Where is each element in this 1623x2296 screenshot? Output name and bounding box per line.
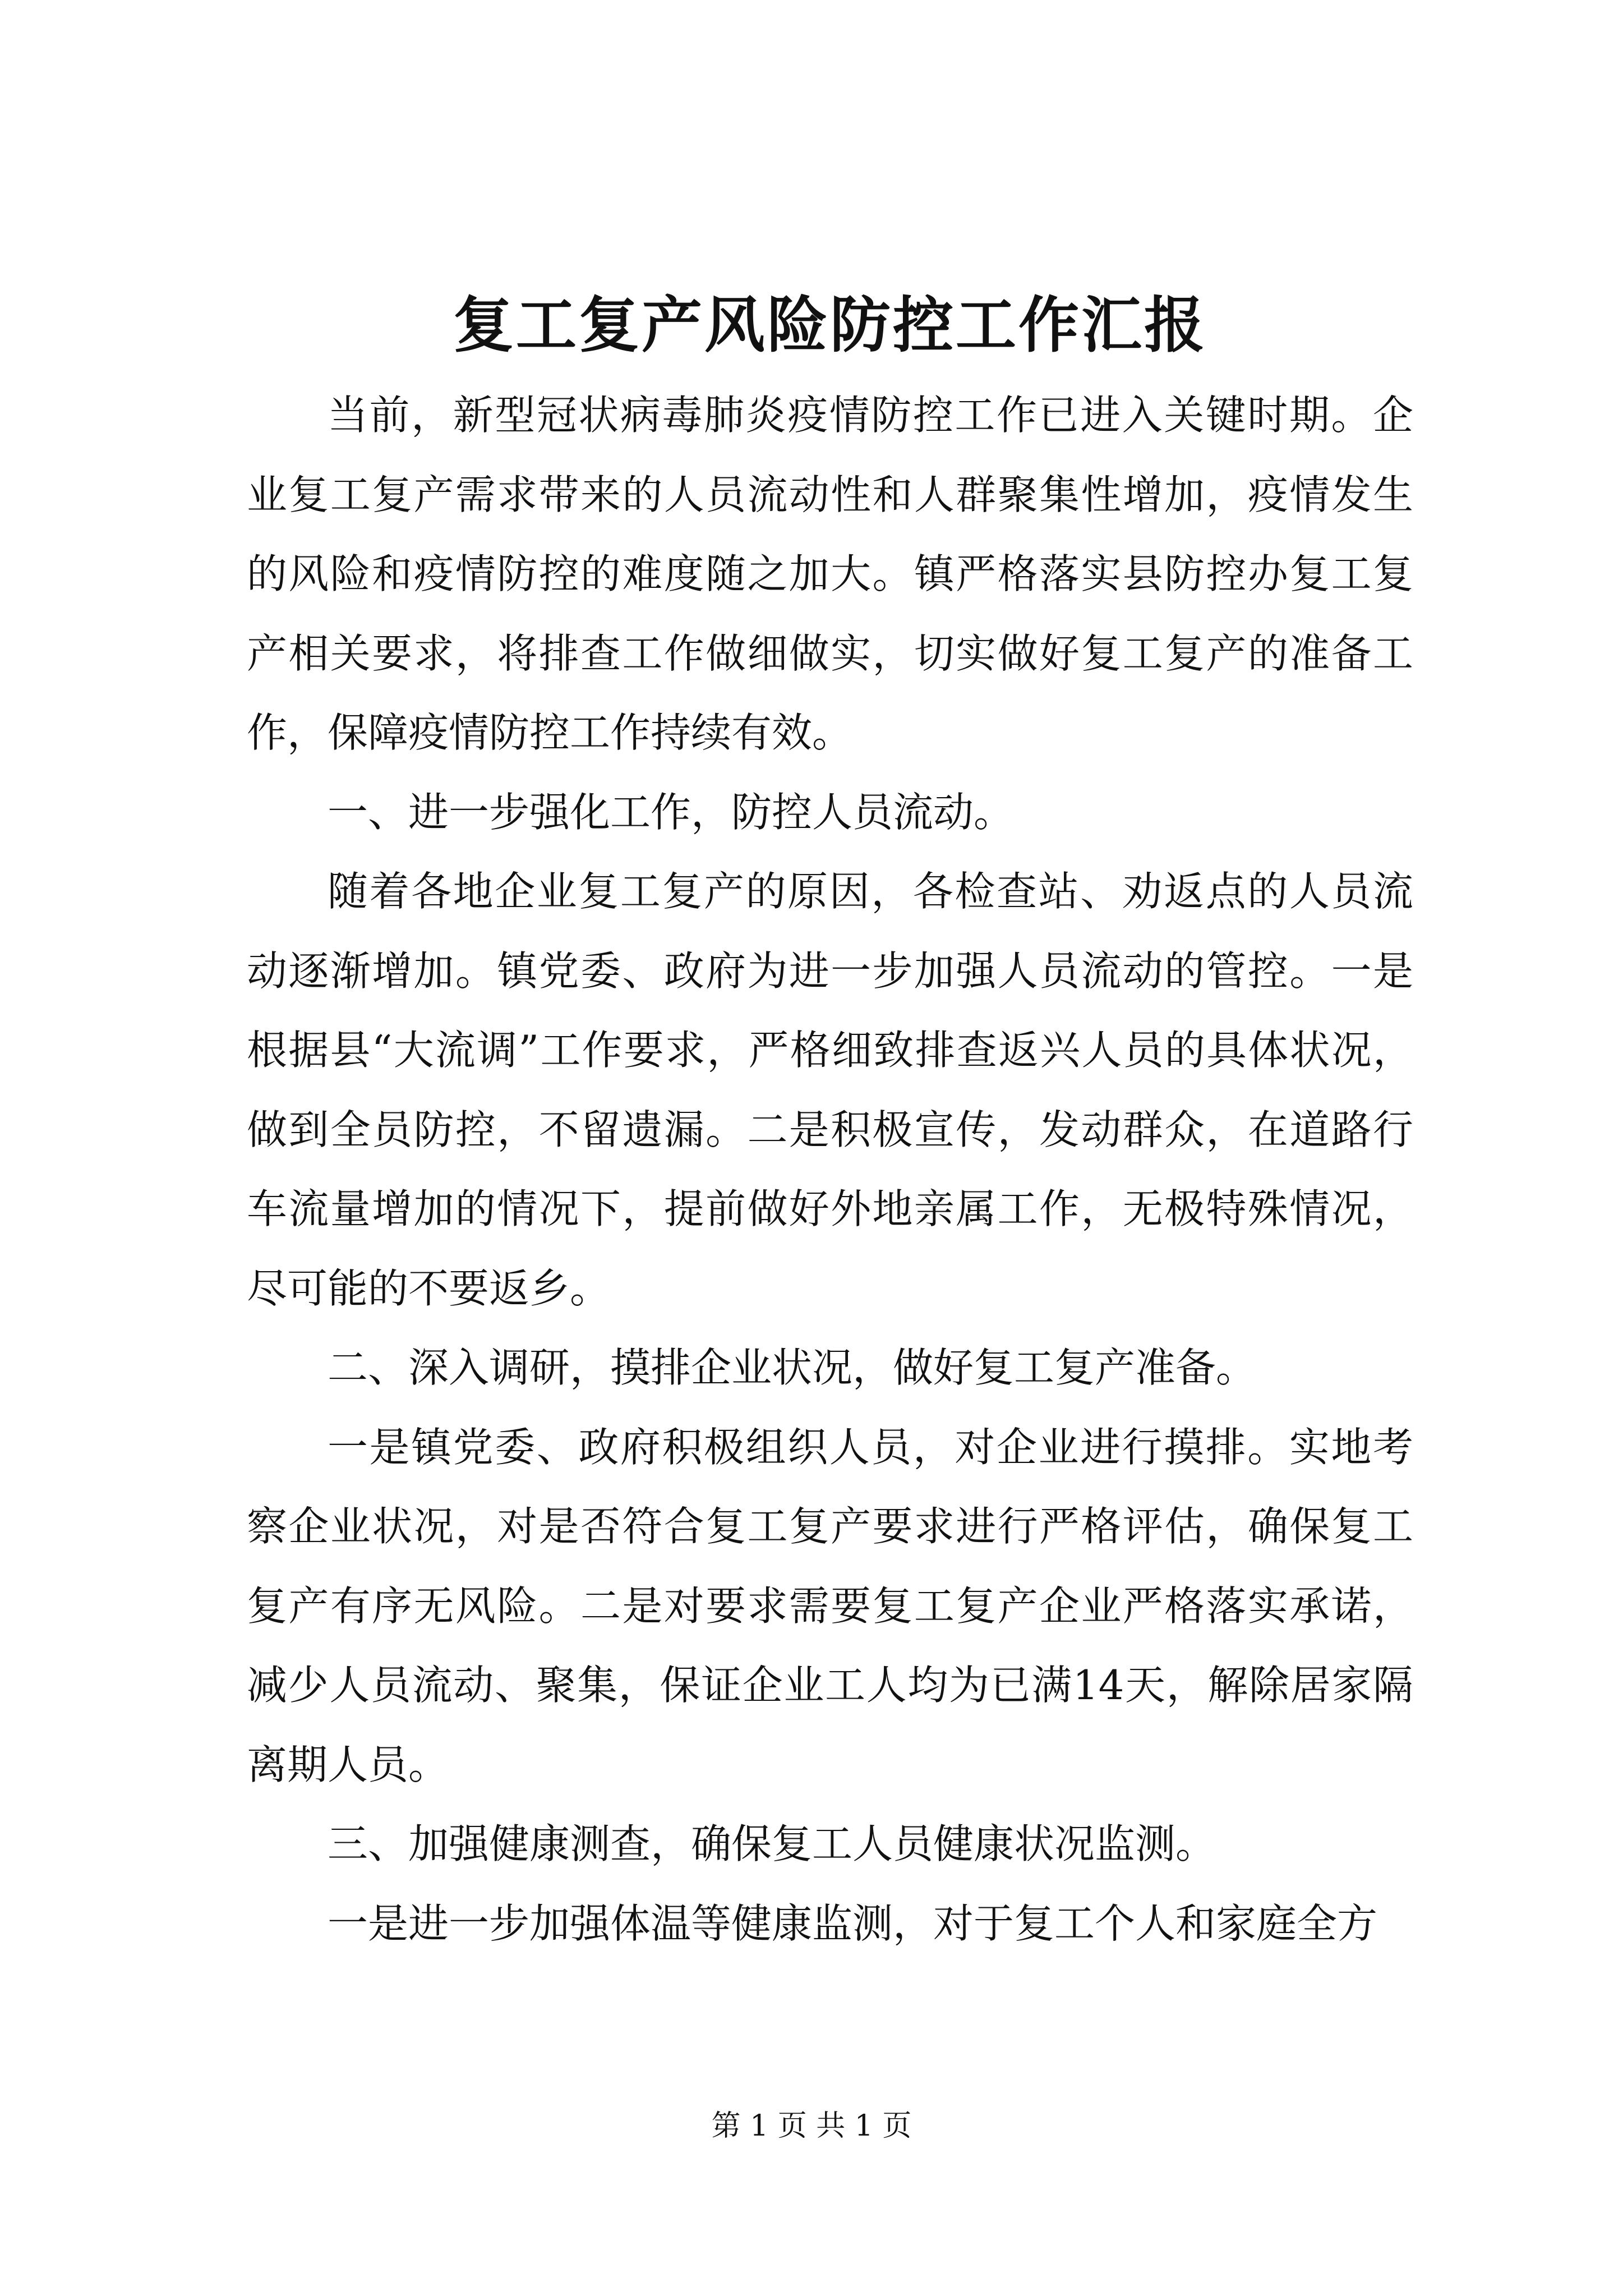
document-title: 复工复产风险防控工作汇报 [453,290,1207,361]
intro-paragraph: 当前，新型冠状病毒肺炎疫情防控工作已进入关键时期。企业复工复产需求带来的人员流动性和人群聚集性增加，疫情发生的风险和疫情防控的难度随之加大。镇严格落实县防控办复工复产相关要求，将排查工作做细做实，切实做好复工复产的准备工作，保障疫情防控工作持续有效。 [247,392,1413,756]
section-2-paragraph: 一是镇党委、政府积极组织人员，对企业进行摸排。实地考察企业状况，对是否符合复工复产要求进行严格评估，确保复工复产有序无风险。二是对要求需要复工复产企业严格落实承诺，减少人员流动、聚集，保证企业工人均为已满14天，解除居家隔离期人员。 [247,1423,1413,1788]
section-heading-3: 三、加强健康测查，确保复工人员健康状况监测。 [328,1820,1216,1867]
page-footer: 第 1 页 共 1 页 [711,2109,912,2143]
section-3-paragraph: 一是进一步加强体温等健康监测，对于复工个人和家庭全方 [328,1899,1378,1947]
document-body [247,376,1413,1963]
section-1-paragraph: 随着各地企业复工复产的原因，各检查站、劝返点的人员流动逐渐增加。镇党委、政府为进一步加强人员流动的管控。一是根据县“大流调”工作要求，严格细致排查返兴人员的具体状况，做到全员防控，不留遗漏。二是积极宣传，发动群众，在道路行车流量增加的情况下，提前做好外地亲属工作，无极特殊情况，尽可能的不要返乡。 [247,868,1413,1312]
section-heading-1: 一、进一步强化工作，防控人员流动。 [328,788,1015,836]
section-heading-2: 二、深入调研，摸排企业状况，做好复工复产准备。 [328,1344,1257,1391]
document-content [247,286,1413,1963]
